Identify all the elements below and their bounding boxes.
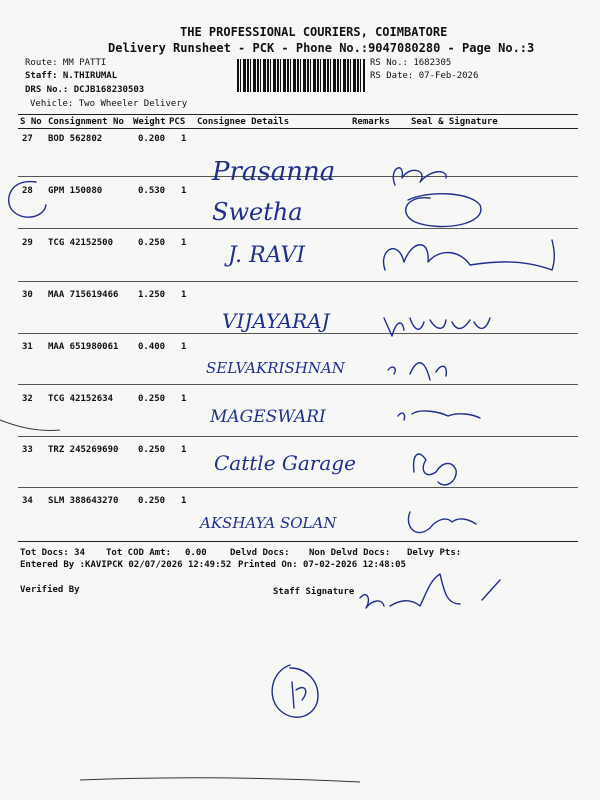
row-pcs: 1 — [181, 445, 187, 455]
signature-icon — [388, 363, 446, 380]
row-weight: 0.400 — [138, 342, 166, 352]
consignee-name-handwritten: Cattle Garage — [214, 451, 356, 475]
col-consignment: Consignment No — [48, 117, 124, 127]
row-weight: 0.250 — [138, 496, 166, 506]
consignee-name-handwritten: J. RAVI — [228, 243, 306, 268]
row-pcs: 1 — [181, 134, 187, 144]
row-rule — [18, 487, 578, 488]
staff-label: Staff: N.THIRUMAL — [25, 71, 118, 81]
consignee-name-handwritten: AKSHAYA SOLAN — [200, 514, 337, 532]
table-header-rule — [18, 128, 578, 129]
row-pcs: 1 — [181, 290, 187, 300]
row-sno: 28 — [22, 186, 33, 196]
row-rule — [18, 436, 578, 437]
staff-signature-icon — [360, 574, 500, 608]
row-weight: 1.250 — [138, 290, 166, 300]
runsheet-subtitle: Delivery Runsheet - PCK - Phone No.:9047080280 - Page No.:3 — [108, 41, 535, 55]
row-rule — [18, 384, 578, 385]
non-delvd-docs: Non Delvd Docs: — [309, 548, 391, 558]
row-consignment: BOD 562802 — [48, 134, 103, 144]
row-sno: 33 — [22, 445, 33, 455]
signature-icon — [414, 454, 457, 485]
col-consignee: Consignee Details — [197, 117, 290, 127]
consignee-name-handwritten: SELVAKRISHNAN — [206, 359, 345, 377]
row-consignment: TRZ 245269690 — [48, 445, 119, 455]
row-weight: 0.250 — [138, 445, 166, 455]
row-consignment: TCG 42152634 — [48, 394, 114, 404]
row-rule — [18, 228, 578, 229]
consignee-name-handwritten: Swetha — [212, 198, 303, 226]
row-sno: 32 — [22, 394, 33, 404]
table-bottom-rule — [18, 541, 578, 542]
row-sno: 29 — [22, 238, 33, 248]
tot-cod-value: 0.00 — [185, 548, 207, 558]
route-label: Route: MM PATTI — [25, 58, 107, 68]
consignee-name-handwritten: Prasanna — [212, 157, 336, 187]
drs-number: DRS No.: DCJB168230503 — [25, 85, 145, 95]
row-weight: 0.250 — [138, 238, 166, 248]
row-rule — [18, 281, 578, 282]
delvd-docs: Delvd Docs: — [230, 548, 290, 558]
row-consignment: MAA 651980061 — [48, 342, 119, 352]
signature-icon — [408, 512, 476, 533]
row-pcs: 1 — [181, 186, 187, 196]
row-consignment: TCG 42152500 — [48, 238, 114, 248]
row-pcs: 1 — [181, 238, 187, 248]
row-sno: 34 — [22, 496, 33, 506]
row-pcs: 1 — [181, 342, 187, 352]
row-consignment: SLM 388643270 — [48, 496, 119, 506]
row-sno: 31 — [22, 342, 33, 352]
delvy-pts: Delvy Pts: — [407, 548, 462, 558]
row-sno: 27 — [22, 134, 33, 144]
consignee-name-handwritten: VIJAYARAJ — [222, 309, 330, 333]
signature-icon — [398, 411, 480, 420]
vehicle-label: Vehicle: Two Wheeler Delivery — [30, 99, 188, 109]
company-title: THE PROFESSIONAL COURIERS, COIMBATORE — [180, 25, 448, 39]
barcode-image — [237, 59, 365, 92]
row-weight: 0.200 — [138, 134, 166, 144]
row-weight: 0.250 — [138, 394, 166, 404]
col-sno: S No — [20, 117, 42, 127]
row-pcs: 1 — [181, 394, 187, 404]
row-rule — [18, 333, 578, 334]
row-weight: 0.530 — [138, 186, 166, 196]
printed-on: Printed On: 07-02-2026 12:48:05 — [238, 560, 406, 570]
initials-mark-icon — [272, 665, 318, 717]
scan-mark-icon — [0, 420, 60, 431]
consignee-name-handwritten: MAGESWARI — [210, 407, 326, 427]
table-top-rule — [18, 114, 578, 115]
row-consignment: MAA 715619466 — [48, 290, 119, 300]
scan-mark-icon — [80, 778, 360, 782]
verified-by: Verified By — [20, 585, 80, 595]
col-pcs: PCS — [169, 117, 186, 127]
rs-date: RS Date: 07-Feb-2026 — [370, 71, 479, 81]
rs-number: RS No.: 1682305 — [370, 58, 452, 68]
staff-signature-label: Staff Signature — [273, 587, 355, 597]
entered-by: Entered By :KAVIPCK 02/07/2026 12:49:52 — [20, 560, 232, 570]
row-consignment: GPM 150080 — [48, 186, 103, 196]
row-sno: 30 — [22, 290, 33, 300]
col-weight: Weight — [133, 117, 166, 127]
row-pcs: 1 — [181, 496, 187, 506]
tot-cod-label: Tot COD Amt: — [106, 548, 172, 558]
signature-icon — [384, 240, 555, 270]
row-rule — [18, 176, 578, 177]
col-remarks: Remarks — [352, 117, 390, 127]
col-signature: Seal & Signature — [411, 117, 498, 127]
tot-docs: Tot Docs: 34 — [20, 548, 86, 558]
